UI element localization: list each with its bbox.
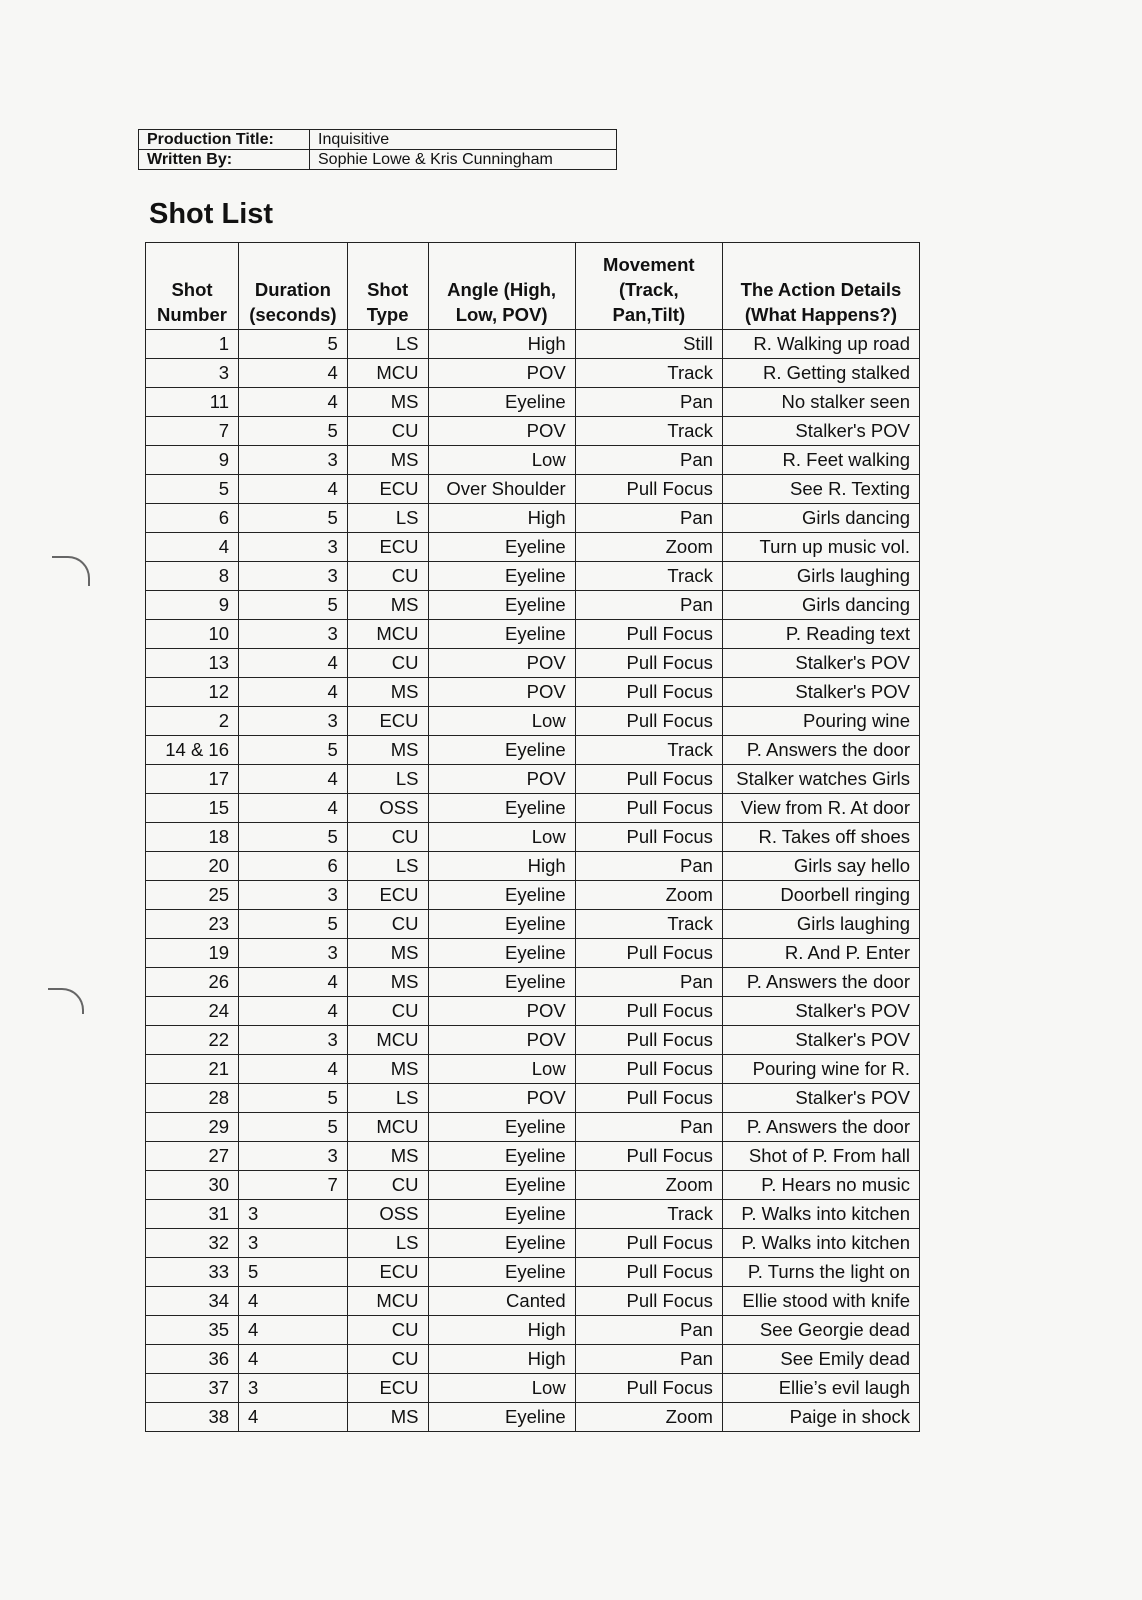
table-row [146,388,920,417]
shot-type-cell: MS [347,591,428,620]
action-details-cell: Girls laughing [722,562,919,591]
duration-cell: 3 [239,1229,348,1258]
duration-cell: 3 [239,446,348,475]
col-angle: Angle (High, Low, POV) [428,243,575,330]
shot-number-cell: 13 [146,649,239,678]
action-details-cell: Pouring wine [722,707,919,736]
col-duration: Duration (seconds) [239,243,348,330]
angle-cell: Eyeline [428,910,575,939]
duration-cell: 4 [239,794,348,823]
shot-number-cell: 12 [146,678,239,707]
shot-type-cell: ECU [347,881,428,910]
shot-number-cell: 4 [146,533,239,562]
movement-cell: Pull Focus [575,1229,722,1258]
action-details-cell: Ellie’s evil laugh [722,1374,919,1403]
shot-number-cell: 15 [146,794,239,823]
shot-number-cell: 22 [146,1026,239,1055]
shot-type-cell: MS [347,736,428,765]
shot-number-cell: 2 [146,707,239,736]
shot-number-cell: 32 [146,1229,239,1258]
shot-type-cell: ECU [347,1258,428,1287]
duration-cell: 4 [239,649,348,678]
movement-cell: Pan [575,1345,722,1374]
table-row [146,1287,920,1316]
written-by-value: Sophie Lowe & Kris Cunningham [310,150,617,170]
angle-cell: High [428,504,575,533]
table-row [146,1316,920,1345]
action-details-cell: R. And P. Enter [722,939,919,968]
movement-cell: Pan [575,968,722,997]
shot-number-cell: 9 [146,591,239,620]
movement-cell: Track [575,562,722,591]
angle-cell: Eyeline [428,881,575,910]
action-details-cell: P. Reading text [722,620,919,649]
shot-type-cell: CU [347,910,428,939]
table-row [146,1142,920,1171]
table-row [146,1374,920,1403]
table-row [146,765,920,794]
movement-cell: Pull Focus [575,1055,722,1084]
table-row [146,446,920,475]
hole-punch-mark [48,988,84,1014]
action-details-cell: Stalker watches Girls [722,765,919,794]
duration-cell: 3 [239,1026,348,1055]
shot-type-cell: CU [347,823,428,852]
movement-cell: Pull Focus [575,475,722,504]
action-details-cell: P. Turns the light on [722,1258,919,1287]
shot-number-cell: 37 [146,1374,239,1403]
movement-cell: Pan [575,504,722,533]
angle-cell: Eyeline [428,1229,575,1258]
duration-cell: 7 [239,1171,348,1200]
col-shot-type: Shot Type [347,243,428,330]
angle-cell: Low [428,1055,575,1084]
angle-cell: High [428,852,575,881]
shot-number-cell: 8 [146,562,239,591]
action-details-cell: Stalker's POV [722,1026,919,1055]
table-row [146,1026,920,1055]
shot-number-cell: 3 [146,359,239,388]
table-row [146,1229,920,1258]
shot-number-cell: 25 [146,881,239,910]
duration-cell: 4 [239,968,348,997]
angle-cell: Eyeline [428,794,575,823]
action-details-cell: Doorbell ringing [722,881,919,910]
movement-cell: Pan [575,388,722,417]
movement-cell: Pan [575,1316,722,1345]
shot-rows [146,330,920,1432]
table-row [146,997,920,1026]
angle-cell: POV [428,765,575,794]
angle-cell: POV [428,997,575,1026]
duration-cell: 5 [239,736,348,765]
shot-number-cell: 23 [146,910,239,939]
angle-cell: Canted [428,1287,575,1316]
movement-cell: Pull Focus [575,649,722,678]
action-details-cell: P. Answers the door [722,1113,919,1142]
movement-cell: Track [575,910,722,939]
page-title: Shot List [149,198,274,230]
angle-cell: High [428,1345,575,1374]
angle-cell: Eyeline [428,591,575,620]
duration-cell: 5 [239,1084,348,1113]
shot-number-cell: 6 [146,504,239,533]
duration-cell: 3 [239,1374,348,1403]
action-details-cell: See Georgie dead [722,1316,919,1345]
table-row [146,1345,920,1374]
production-title-value: Inquisitive [310,130,617,150]
duration-cell: 5 [239,330,348,359]
duration-cell: 4 [239,1403,348,1432]
action-details-cell: Turn up music vol. [722,533,919,562]
shot-type-cell: MS [347,1403,428,1432]
table-row [146,1403,920,1432]
shot-type-cell: LS [347,852,428,881]
angle-cell: Low [428,446,575,475]
movement-cell: Pull Focus [575,707,722,736]
table-row [146,823,920,852]
table-row [146,649,920,678]
shot-type-cell: CU [347,649,428,678]
table-row [146,794,920,823]
shot-type-cell: OSS [347,1200,428,1229]
table-row [146,1113,920,1142]
shot-type-cell: MS [347,968,428,997]
shot-type-cell: LS [347,1229,428,1258]
movement-cell: Pull Focus [575,1287,722,1316]
action-details-cell: Stalker's POV [722,1084,919,1113]
table-row [146,736,920,765]
movement-cell: Pan [575,591,722,620]
movement-cell: Pull Focus [575,997,722,1026]
shot-number-cell: 17 [146,765,239,794]
angle-cell: Eyeline [428,533,575,562]
action-details-cell: P. Walks into kitchen [722,1200,919,1229]
action-details-cell: Girls dancing [722,504,919,533]
shot-number-cell: 19 [146,939,239,968]
movement-cell: Pull Focus [575,1374,722,1403]
angle-cell: Eyeline [428,1142,575,1171]
angle-cell: High [428,330,575,359]
table-row [146,330,920,359]
shot-number-cell: 26 [146,968,239,997]
table-row [146,620,920,649]
table-row [146,562,920,591]
movement-cell: Pull Focus [575,678,722,707]
angle-cell: Eyeline [428,620,575,649]
shot-number-cell: 14 & 16 [146,736,239,765]
movement-cell: Pan [575,446,722,475]
duration-cell: 4 [239,388,348,417]
shot-type-cell: OSS [347,794,428,823]
duration-cell: 3 [239,1200,348,1229]
movement-cell: Zoom [575,881,722,910]
action-details-cell: Stalker's POV [722,649,919,678]
production-info-table [138,129,617,170]
shot-type-cell: CU [347,1316,428,1345]
duration-cell: 4 [239,475,348,504]
movement-cell: Pull Focus [575,1142,722,1171]
shot-type-cell: MS [347,1142,428,1171]
production-title-row [139,130,617,150]
angle-cell: Eyeline [428,1258,575,1287]
angle-cell: POV [428,1084,575,1113]
shot-type-cell: MS [347,1055,428,1084]
angle-cell: Over Shoulder [428,475,575,504]
shot-type-cell: MCU [347,1113,428,1142]
table-row [146,910,920,939]
table-row [146,1258,920,1287]
shot-number-cell: 28 [146,1084,239,1113]
shot-type-cell: MCU [347,620,428,649]
action-details-cell: See Emily dead [722,1345,919,1374]
table-row [146,968,920,997]
angle-cell: POV [428,649,575,678]
shot-type-cell: MS [347,388,428,417]
duration-cell: 3 [239,620,348,649]
duration-cell: 4 [239,1316,348,1345]
action-details-cell: P. Answers the door [722,968,919,997]
movement-cell: Still [575,330,722,359]
table-row [146,939,920,968]
action-details-cell: Ellie stood with knife [722,1287,919,1316]
action-details-cell: P. Answers the door [722,736,919,765]
duration-cell: 4 [239,359,348,388]
movement-cell: Pull Focus [575,1258,722,1287]
angle-cell: Low [428,823,575,852]
shot-number-cell: 18 [146,823,239,852]
table-row [146,359,920,388]
movement-cell: Pan [575,1113,722,1142]
action-details-cell: Pouring wine for R. [722,1055,919,1084]
movement-cell: Zoom [575,1403,722,1432]
action-details-cell: R. Walking up road [722,330,919,359]
action-details-cell: Girls say hello [722,852,919,881]
shot-type-cell: MCU [347,1026,428,1055]
angle-cell: Eyeline [428,388,575,417]
duration-cell: 5 [239,823,348,852]
col-movement: Movement (Track, Pan,Tilt) [575,243,722,330]
shot-type-cell: MS [347,446,428,475]
angle-cell: High [428,1316,575,1345]
table-row [146,1200,920,1229]
shot-type-cell: LS [347,1084,428,1113]
movement-cell: Pull Focus [575,620,722,649]
duration-cell: 5 [239,417,348,446]
shot-type-cell: LS [347,504,428,533]
action-details-cell: Stalker's POV [722,417,919,446]
shot-number-cell: 30 [146,1171,239,1200]
shot-number-cell: 24 [146,997,239,1026]
movement-cell: Pull Focus [575,794,722,823]
shot-number-cell: 35 [146,1316,239,1345]
duration-cell: 3 [239,939,348,968]
angle-cell: Low [428,1374,575,1403]
angle-cell: Eyeline [428,1171,575,1200]
table-row [146,504,920,533]
action-details-cell: P. Walks into kitchen [722,1229,919,1258]
shot-number-cell: 1 [146,330,239,359]
duration-cell: 4 [239,678,348,707]
duration-cell: 5 [239,910,348,939]
duration-cell: 5 [239,504,348,533]
shot-number-cell: 20 [146,852,239,881]
action-details-cell: See R. Texting [722,475,919,504]
duration-cell: 4 [239,1287,348,1316]
angle-cell: Eyeline [428,1200,575,1229]
action-details-cell: R. Getting stalked [722,359,919,388]
shot-number-cell: 33 [146,1258,239,1287]
action-details-cell: View from R. At door [722,794,919,823]
movement-cell: Track [575,1200,722,1229]
table-row [146,881,920,910]
angle-cell: Eyeline [428,562,575,591]
table-row [146,475,920,504]
duration-cell: 5 [239,591,348,620]
production-title-label: Production Title: [139,130,310,150]
action-details-cell: P. Hears no music [722,1171,919,1200]
movement-cell: Zoom [575,533,722,562]
duration-cell: 4 [239,765,348,794]
duration-cell: 5 [239,1258,348,1287]
shot-type-cell: LS [347,765,428,794]
shot-type-cell: ECU [347,707,428,736]
movement-cell: Pan [575,852,722,881]
duration-cell: 3 [239,881,348,910]
duration-cell: 5 [239,1113,348,1142]
shot-type-cell: ECU [347,533,428,562]
shot-number-cell: 27 [146,1142,239,1171]
shot-type-cell: MS [347,939,428,968]
action-details-cell: R. Feet walking [722,446,919,475]
duration-cell: 3 [239,1142,348,1171]
shot-number-cell: 34 [146,1287,239,1316]
angle-cell: Eyeline [428,736,575,765]
movement-cell: Pull Focus [575,939,722,968]
angle-cell: Eyeline [428,1403,575,1432]
shot-number-cell: 21 [146,1055,239,1084]
angle-cell: Eyeline [428,968,575,997]
written-by-row [139,150,617,170]
action-details-cell: Stalker's POV [722,678,919,707]
shot-number-cell: 9 [146,446,239,475]
table-row [146,1084,920,1113]
action-details-cell: Shot of P. From hall [722,1142,919,1171]
movement-cell: Pull Focus [575,765,722,794]
shot-type-cell: CU [347,562,428,591]
duration-cell: 4 [239,1345,348,1374]
action-details-cell: Girls dancing [722,591,919,620]
angle-cell: POV [428,1026,575,1055]
table-row [146,1055,920,1084]
table-row [146,852,920,881]
shot-number-cell: 10 [146,620,239,649]
movement-cell: Pull Focus [575,1026,722,1055]
duration-cell: 3 [239,707,348,736]
shot-type-cell: MS [347,678,428,707]
shot-type-cell: ECU [347,475,428,504]
movement-cell: Track [575,359,722,388]
angle-cell: POV [428,417,575,446]
angle-cell: POV [428,359,575,388]
shot-type-cell: CU [347,1345,428,1374]
shot-number-cell: 38 [146,1403,239,1432]
shot-number-cell: 11 [146,388,239,417]
table-row [146,707,920,736]
duration-cell: 6 [239,852,348,881]
shot-type-cell: ECU [347,1374,428,1403]
shot-type-cell: MCU [347,359,428,388]
movement-cell: Pull Focus [575,1084,722,1113]
shot-number-cell: 5 [146,475,239,504]
duration-cell: 3 [239,533,348,562]
duration-cell: 4 [239,1055,348,1084]
shot-number-cell: 36 [146,1345,239,1374]
table-row [146,1171,920,1200]
shot-number-cell: 31 [146,1200,239,1229]
shot-number-cell: 29 [146,1113,239,1142]
shot-type-cell: CU [347,997,428,1026]
table-row [146,678,920,707]
movement-cell: Pull Focus [575,823,722,852]
angle-cell: Low [428,707,575,736]
duration-cell: 4 [239,997,348,1026]
action-details-cell: Stalker's POV [722,997,919,1026]
angle-cell: POV [428,678,575,707]
action-details-cell: R. Takes off shoes [722,823,919,852]
col-action-details: The Action Details (What Happens?) [722,243,919,330]
col-shot-number: Shot Number [146,243,239,330]
shot-type-cell: LS [347,330,428,359]
angle-cell: Eyeline [428,1113,575,1142]
action-details-cell: Paige in shock [722,1403,919,1432]
shot-number-cell: 7 [146,417,239,446]
shot-type-cell: MCU [347,1287,428,1316]
header-row [146,243,920,330]
table-row [146,417,920,446]
action-details-cell: Girls laughing [722,910,919,939]
table-row [146,591,920,620]
shot-type-cell: CU [347,417,428,446]
shot-type-cell: CU [347,1171,428,1200]
shot-list-table [145,242,920,1432]
movement-cell: Track [575,417,722,446]
angle-cell: Eyeline [428,939,575,968]
table-row [146,533,920,562]
duration-cell: 3 [239,562,348,591]
hole-punch-mark [52,556,90,586]
movement-cell: Zoom [575,1171,722,1200]
action-details-cell: No stalker seen [722,388,919,417]
written-by-label: Written By: [139,150,310,170]
movement-cell: Track [575,736,722,765]
